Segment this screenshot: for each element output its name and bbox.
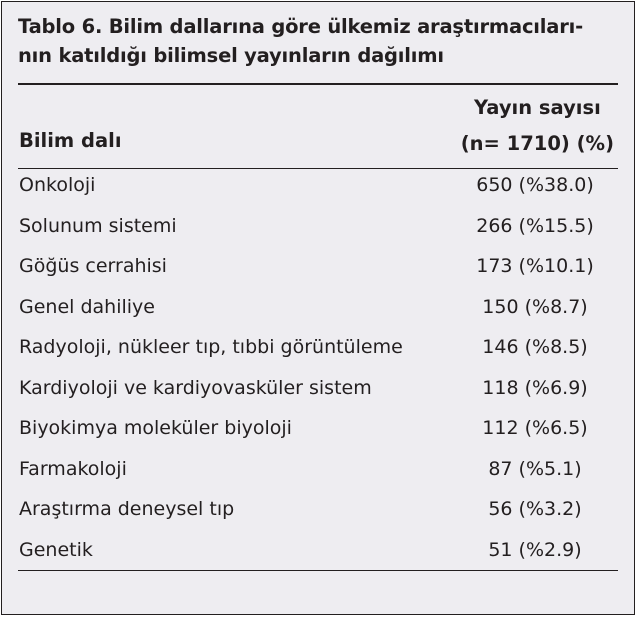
table-row bbox=[19, 535, 619, 576]
table-row bbox=[19, 413, 619, 454]
table-frame bbox=[1, 1, 635, 615]
row-field: Kardiyoloji ve kardiyovasküler sistem bbox=[19, 376, 372, 399]
row-value: 118 (%6.9) bbox=[482, 376, 588, 399]
row-value: 87 (%5.1) bbox=[488, 457, 582, 480]
row-value: 173 (%10.1) bbox=[476, 255, 594, 277]
row-field: Solunum sistemi bbox=[19, 214, 177, 237]
row-field: Biyokimya moleküler biyoloji bbox=[19, 417, 292, 439]
table-row bbox=[19, 454, 619, 495]
row-field: Araştırma deneysel tıp bbox=[19, 498, 235, 520]
table-body bbox=[19, 170, 619, 575]
row-field: Onkoloji bbox=[19, 174, 96, 196]
column-header-field: Bilim dalı bbox=[19, 129, 122, 152]
table-row bbox=[19, 170, 619, 211]
row-value: 150 (%8.7) bbox=[482, 295, 588, 318]
header-rule bbox=[18, 168, 618, 169]
row-value: 146 (%8.5) bbox=[482, 336, 588, 358]
row-value: 51 (%2.9) bbox=[488, 538, 582, 561]
row-field: Radyoloji, nükleer tıp, tıbbi görüntüleme bbox=[19, 336, 403, 358]
row-value: 266 (%15.5) bbox=[476, 214, 594, 237]
table-row bbox=[19, 211, 619, 252]
table-title-line2: nın katıldığı bilimsel yayınların dağılımı bbox=[18, 44, 444, 67]
row-field: Göğüs cerrahisi bbox=[19, 255, 167, 277]
table-title-line1: Tablo 6. Bilim dallarına göre ülkemiz araştırmacıları- bbox=[18, 15, 584, 38]
table-row bbox=[19, 292, 619, 333]
row-value: 650 (%38.0) bbox=[476, 174, 594, 196]
table-row bbox=[19, 373, 619, 414]
table-row bbox=[19, 494, 619, 535]
row-value: 112 (%6.5) bbox=[482, 417, 588, 439]
column-header-count-line1: Yayın sayısı bbox=[473, 96, 601, 119]
row-value: 56 (%3.2) bbox=[488, 498, 582, 520]
top-rule bbox=[18, 83, 618, 85]
bottom-rule bbox=[18, 570, 618, 571]
row-field: Genel dahiliye bbox=[19, 295, 155, 318]
table-row bbox=[19, 251, 619, 292]
column-header-count-line2: (n= 1710) (%) bbox=[460, 132, 614, 155]
row-field: Genetik bbox=[19, 538, 93, 561]
table-row bbox=[19, 332, 619, 373]
row-field: Farmakoloji bbox=[19, 457, 127, 480]
table-title bbox=[18, 12, 628, 70]
column-header-count bbox=[461, 90, 614, 162]
